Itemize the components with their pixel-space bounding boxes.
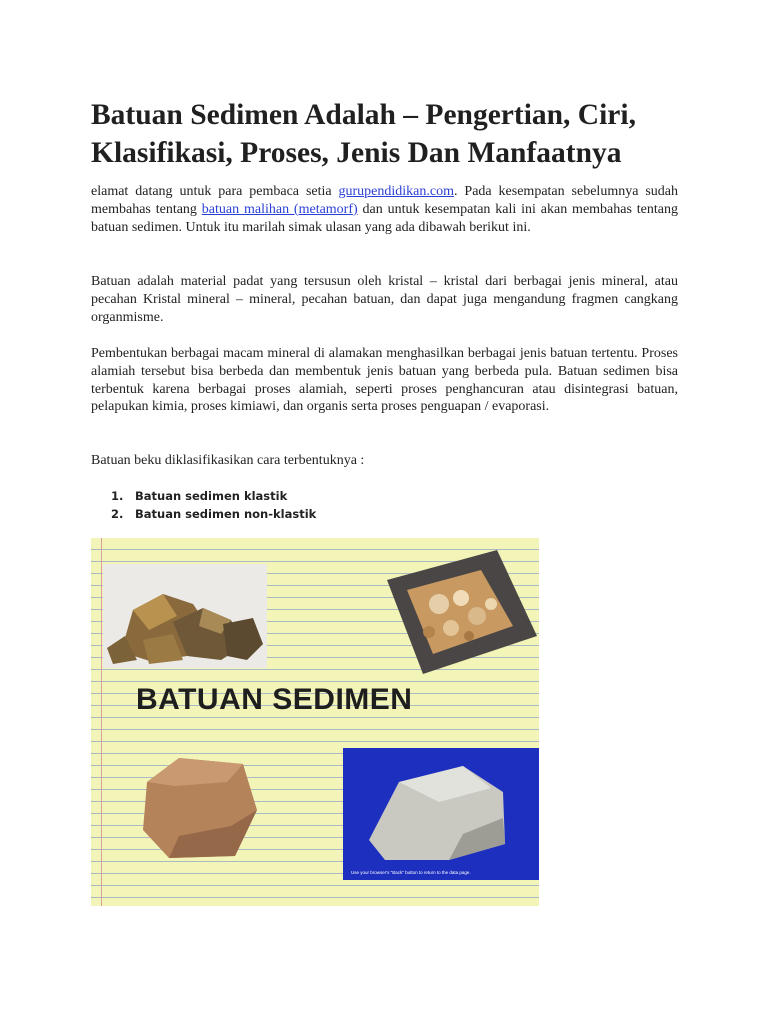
list-item-label: Batuan sedimen klastik [135,489,288,503]
figure-title: BATUAN SEDIMEN [136,683,413,716]
sedimentary-rocks-figure [91,538,539,906]
limestone-photo [343,748,539,880]
list-item [91,487,316,505]
batuan-malihan-link[interactable]: batuan malihan (metamorf) [201,201,358,217]
list-item-number: 1. [111,489,124,503]
gurupendidikan-link[interactable]: gurupendidikan.com [338,184,454,199]
classification-list [91,487,316,523]
intro-paragraph [91,183,678,236]
intro-text-3: dan untuk kesempatan kali ini akan membahas tentang batuan sedimen. Untuk itu marilah simak ulasan yang ada dibawah berikut ini. [91,201,678,235]
intro-text-1: elamat datang untuk para pembaca setia [91,184,339,199]
formation-paragraph: Pembentukan berbagai macam mineral di alamakan menghasilkan berbagai jenis batuan tertentu. Proses alamiah tersebut bisa berbeda dan membentuk jenis batuan yang berbeda pula. Batuan sedimen bisa terbentuk karena berbagai proses alamiah, seperti proses penghancuran atau disintegrasi batuan, pelapukan kimia, proses kimiawi, dan organis serta proses penguapan / evaporasi. [91,346,678,415]
non-clastic-rock-photo [377,550,537,674]
list-item [91,505,316,523]
list-item-label: Batuan sedimen non-klastik [135,507,317,521]
sandstone-photo [139,752,259,862]
list-item-number: 2. [111,507,124,521]
intro-text-2: . Pada kesempatan sebelumnya sudah membahas tentang [91,184,678,217]
classification-intro: Batuan beku diklasifikasikan cara terbentuknya : [91,453,365,468]
article-title: Batuan Sedimen Adalah – Pengertian, Ciri, Klasifikasi, Proses, Jenis Dan Manfaatnya [91,99,636,169]
rock-definition-paragraph: Batuan adalah material padat yang tersusun oleh kristal – kristal dari berbagai jenis mineral, atau pecahan Kristal mineral – mineral, pecahan batuan, dan dapat juga mengandung fragmen cangkang organmisme. [91,274,678,325]
clastic-rock-photo [103,564,267,668]
figure-caption: Use your browser's "Back" button to return to the data page. [351,870,471,875]
